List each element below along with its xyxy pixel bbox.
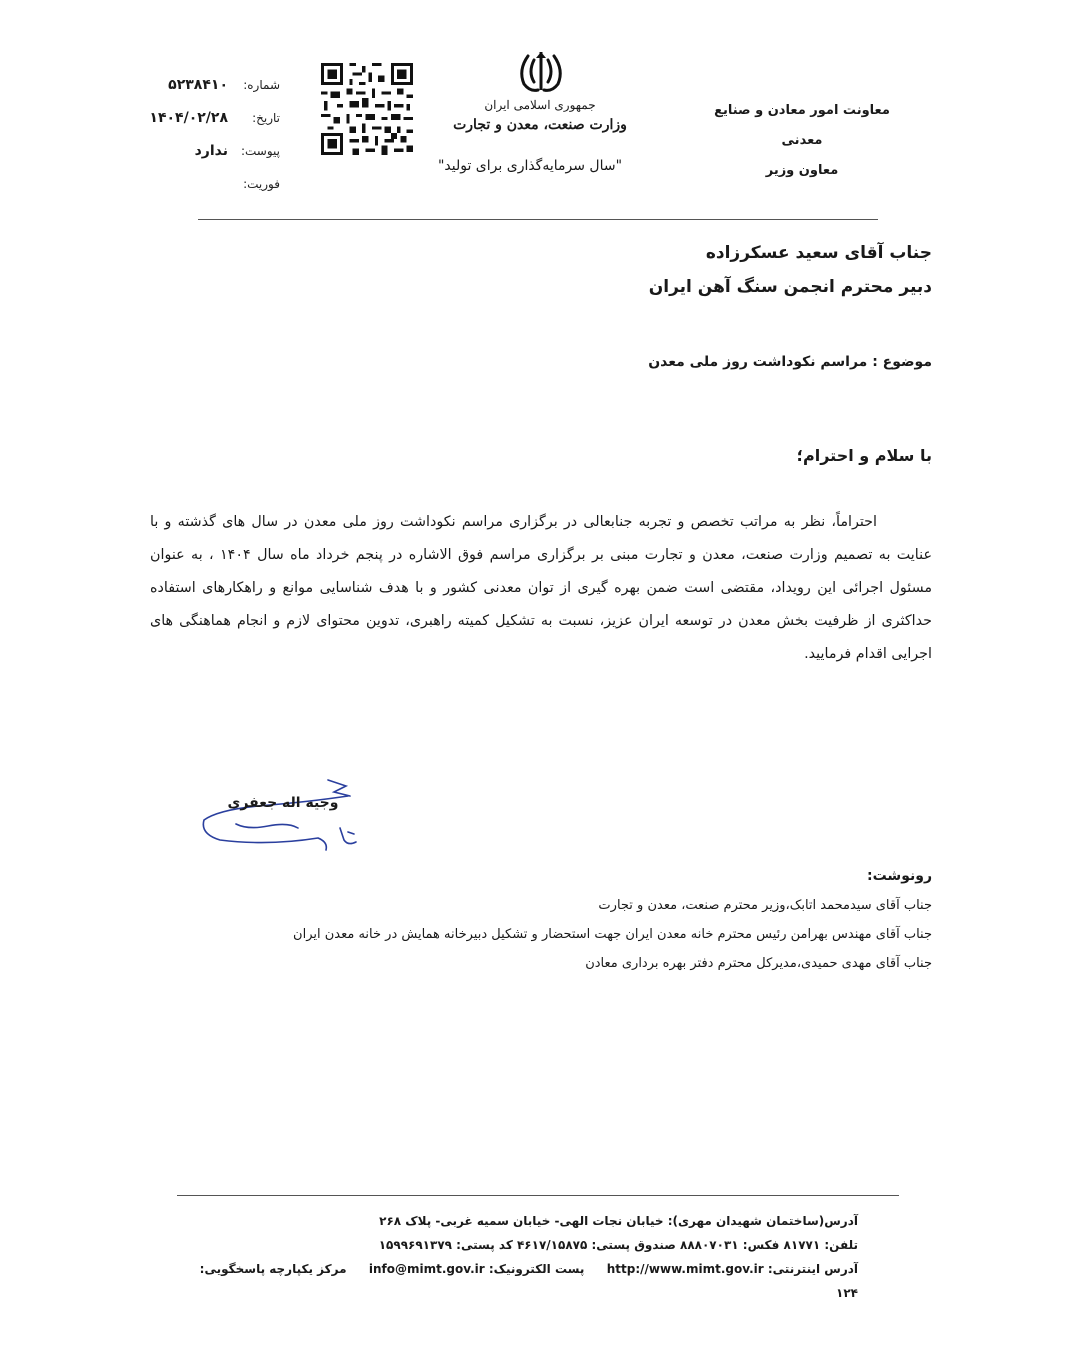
email-link[interactable]: info@mimt.gov.ir bbox=[368, 1262, 485, 1276]
addressee-title: دبیر محترم انجمن سنگ آهن ایران bbox=[648, 277, 932, 297]
signatory-name: وجیه اله جعفری bbox=[227, 795, 339, 811]
addressee-name: جناب آقای سعید عسکرزاده bbox=[705, 243, 932, 263]
cc-item: جناب آقای مهندس بهرامن رئیس محترم خانه معدن ایران جهت استحضار و تشکیل دبیرخانه همایش در خانه معدن ایران bbox=[293, 927, 932, 942]
ministry-header bbox=[452, 96, 628, 136]
year-slogan: "سال سرمایه‌گذاری برای تولید" bbox=[437, 158, 623, 174]
deputy-line2: معاون وزیر bbox=[765, 163, 839, 178]
footer-address: آدرس(ساختمان شهیدان مهری): خیابان نجات الهی- خیابان سمیه غربی- پلاک ۲۶۸ bbox=[379, 1214, 858, 1228]
letter-attachment: ندارد bbox=[194, 142, 228, 159]
meta-date: تاریخ: ۱۴۰۴/۰۲/۲۸ bbox=[149, 109, 280, 126]
website-link[interactable]: http://www.mimt.gov.ir bbox=[606, 1262, 764, 1276]
qr-code-icon bbox=[321, 63, 413, 155]
footer-divider bbox=[177, 1195, 899, 1196]
letter-number: ۵۲۳۸۴۱۰ bbox=[168, 76, 228, 93]
republic-name: جمهوری اسلامی ایران bbox=[484, 98, 596, 112]
signature-icon bbox=[198, 776, 368, 856]
greeting: با سلام و احترام؛ bbox=[796, 446, 932, 465]
footer-phone: تلفن: ۸۱۷۷۱ فکس: ۸۸۸۰۷۰۳۱ صندوق پستی: ۴۶۱۷/۱۵۸۷۵ کد پستی: ۱۵۹۹۶۹۱۳۷۹ bbox=[378, 1238, 858, 1252]
cc-list bbox=[212, 862, 932, 978]
iran-emblem-icon bbox=[514, 48, 568, 96]
deputy-line1: معاونت امور معادن و صنایع معدنی bbox=[714, 103, 890, 148]
letter-body bbox=[150, 506, 932, 671]
footer bbox=[178, 1209, 858, 1305]
body-paragraph: احتراماً، نظر به مراتب تخصص و تجربه جنابعالی در برگزاری مراسم نکوداشت روز ملی معدن در سال های گذشته و با عنایت به تصمیم وزارت صنعت، معدن و تجارت مبنی بر برگزاری مراسم فوق الاشاره در پنجم خرداد ماه سال ۱۴۰۴ ، به عنوان مسئول اجرائی این رویداد، مقتضی است ضمن بهره گیری از توان معدنی کشور و با هدف شناسایی موانع و راهکارهای استفاده حداکثری از ظرفیت بخش معدن در توسعه ایران عزیز، نسبت به تشکیل کمیته راهبری، تدوین محتوای لازم و انجام هماهنگی های اجرایی اقدام فرمایید. bbox=[150, 514, 932, 662]
cc-title: رونوشت: bbox=[867, 868, 932, 884]
callcenter: مرکز یکپارچه پاسخگویی: ۱۲۴ bbox=[199, 1262, 858, 1300]
addressee bbox=[432, 236, 932, 304]
cc-item: جناب آقای مهدی حمیدی،مدیرکل محترم دفتر بهره برداری معادن bbox=[585, 956, 932, 971]
footer-contact: آدرس اینترنتی: http://www.mimt.gov.ir پست الکترونیک: info@mimt.gov.ir مرکز یکپارچه پاسخگویی: ۱۲۴ bbox=[199, 1262, 858, 1300]
letter-date: ۱۴۰۴/۰۲/۲۸ bbox=[149, 109, 228, 126]
ministry-name: وزارت صنعت، معدن و تجارت bbox=[453, 117, 627, 133]
meta-urgency: فوریت: bbox=[243, 176, 280, 191]
meta-number: شماره: ۵۲۳۸۴۱۰ bbox=[168, 76, 280, 93]
letter-meta bbox=[140, 68, 280, 200]
meta-attachment: پیوست: ندارد bbox=[194, 142, 280, 159]
header-divider bbox=[198, 219, 878, 220]
letter-subject: موضوع : مراسم نکوداشت روز ملی معدن bbox=[648, 354, 932, 370]
deputy-header bbox=[702, 96, 902, 186]
cc-item: جناب آقای سیدمحمد اتابک،وزیر محترم صنعت، معدن و تجارت bbox=[598, 898, 932, 913]
